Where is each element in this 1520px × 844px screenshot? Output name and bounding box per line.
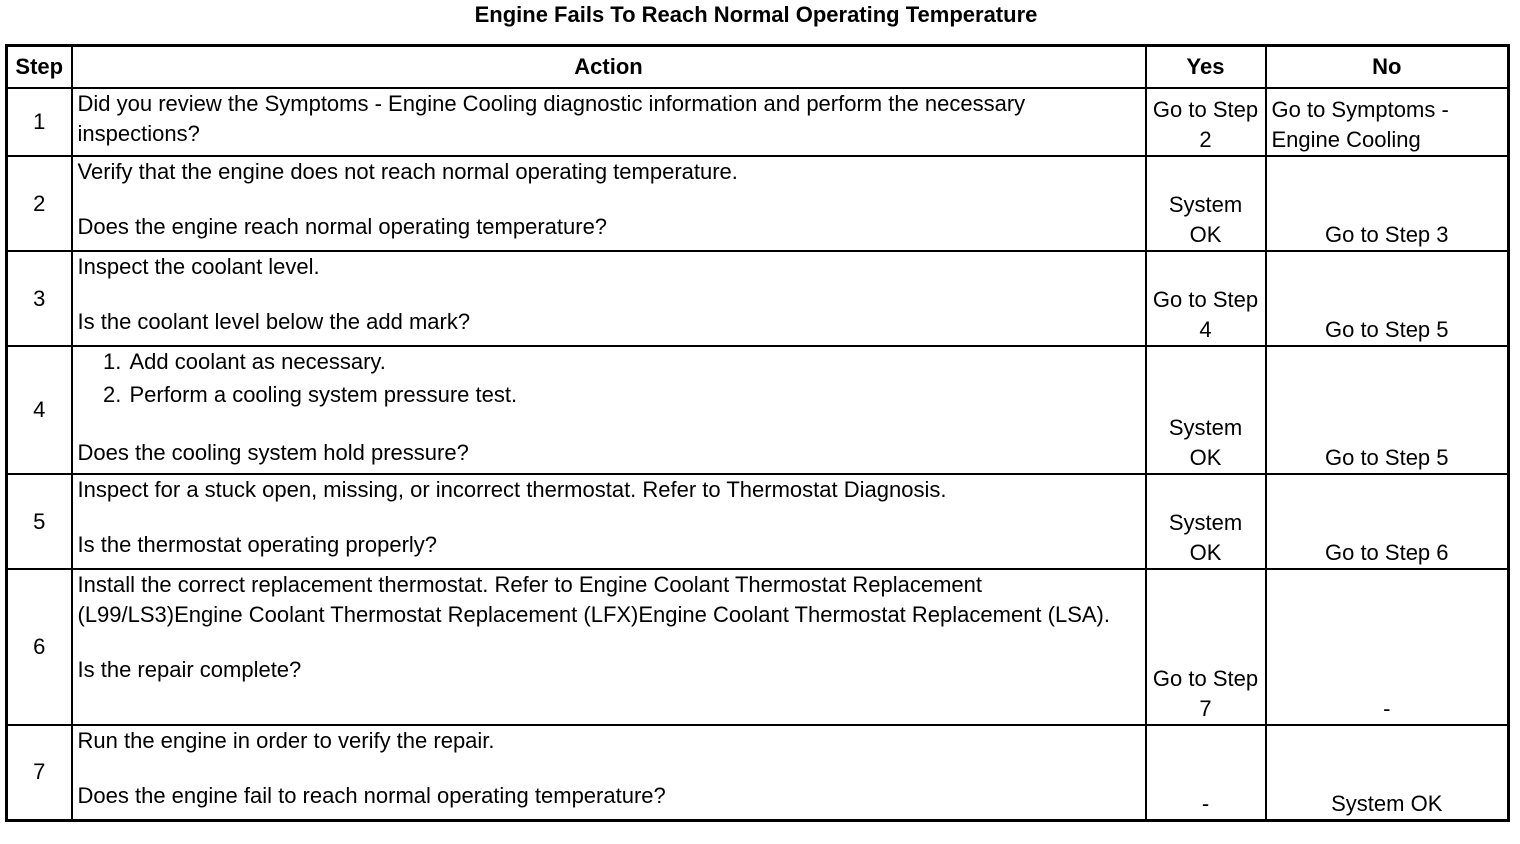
no-cell: Go to Step 6 xyxy=(1266,474,1509,569)
action-text: Verify that the engine does not reach normal operating temperature. xyxy=(77,159,738,184)
table-header-row xyxy=(7,46,1509,89)
action-list-item: 1. Add coolant as necessary. xyxy=(128,347,1140,377)
table-row xyxy=(7,156,1509,251)
step-number: 7 xyxy=(7,725,72,820)
table-row xyxy=(7,346,1509,474)
table-row xyxy=(7,474,1509,569)
action-list-item: 2. Perform a cooling system pressure test. xyxy=(128,380,1140,410)
column-header-yes: Yes xyxy=(1146,46,1266,89)
action-cell xyxy=(72,725,1146,820)
yes-cell: Go to Step 2 xyxy=(1146,88,1266,156)
table-row xyxy=(7,725,1509,820)
action-question: Does the engine fail to reach normal operating temperature? xyxy=(77,783,666,808)
step-number: 5 xyxy=(7,474,72,569)
column-header-step: Step xyxy=(7,46,72,89)
yes-cell: System OK xyxy=(1146,156,1266,251)
no-cell: Go to Step 5 xyxy=(1266,346,1509,474)
no-cell: - xyxy=(1266,569,1509,725)
action-list xyxy=(78,347,1140,410)
action-cell xyxy=(72,251,1146,346)
no-cell: Go to Step 3 xyxy=(1266,156,1509,251)
action-cell xyxy=(72,474,1146,569)
no-cell: System OK xyxy=(1266,725,1509,820)
yes-cell: Go to Step 4 xyxy=(1146,251,1266,346)
action-text: Run the engine in order to verify the repair. xyxy=(77,728,495,753)
diagnostic-table xyxy=(5,44,1510,822)
column-header-no: No xyxy=(1266,46,1509,89)
page-title: Engine Fails To Reach Normal Operating Temperature xyxy=(474,2,1038,27)
step-number: 2 xyxy=(7,156,72,251)
step-number: 1 xyxy=(7,88,72,156)
column-header-action: Action xyxy=(72,46,1146,89)
no-cell: Go to Symptoms - Engine Cooling xyxy=(1266,88,1509,156)
step-number: 4 xyxy=(7,346,72,474)
action-question: Is the repair complete? xyxy=(77,657,302,682)
action-cell xyxy=(72,569,1146,725)
step-number: 3 xyxy=(7,251,72,346)
yes-cell: Go to Step 7 xyxy=(1146,569,1266,725)
action-question: Does the engine reach normal operating temperature? xyxy=(77,214,608,239)
action-text: Install the correct replacement thermostat. Refer to Engine Coolant Thermostat Replacement (L99/LS3)Engine Coolant Thermostat Replacement (LFX)Engine Coolant Thermostat Replacement (LSA). xyxy=(77,572,1110,627)
table-row xyxy=(7,569,1509,725)
step-number: 6 xyxy=(7,569,72,725)
table-row xyxy=(7,251,1509,346)
action-question: Is the coolant level below the add mark? xyxy=(77,309,471,334)
action-text: Inspect the coolant level. xyxy=(77,254,320,279)
table-row xyxy=(7,88,1509,156)
action-cell xyxy=(72,346,1146,474)
action-text: Inspect for a stuck open, missing, or incorrect thermostat. Refer to Thermostat Diagnosis. xyxy=(77,477,947,502)
action-text: Did you review the Symptoms - Engine Cooling diagnostic information and perform the necessary inspections? xyxy=(77,91,1026,146)
no-cell: Go to Step 5 xyxy=(1266,251,1509,346)
action-question: Is the thermostat operating properly? xyxy=(77,532,438,557)
action-cell xyxy=(72,88,1146,156)
yes-cell: System OK xyxy=(1146,474,1266,569)
yes-cell: System OK xyxy=(1146,346,1266,474)
yes-cell: - xyxy=(1146,725,1266,820)
action-question: Does the cooling system hold pressure? xyxy=(77,440,469,465)
action-cell xyxy=(72,156,1146,251)
